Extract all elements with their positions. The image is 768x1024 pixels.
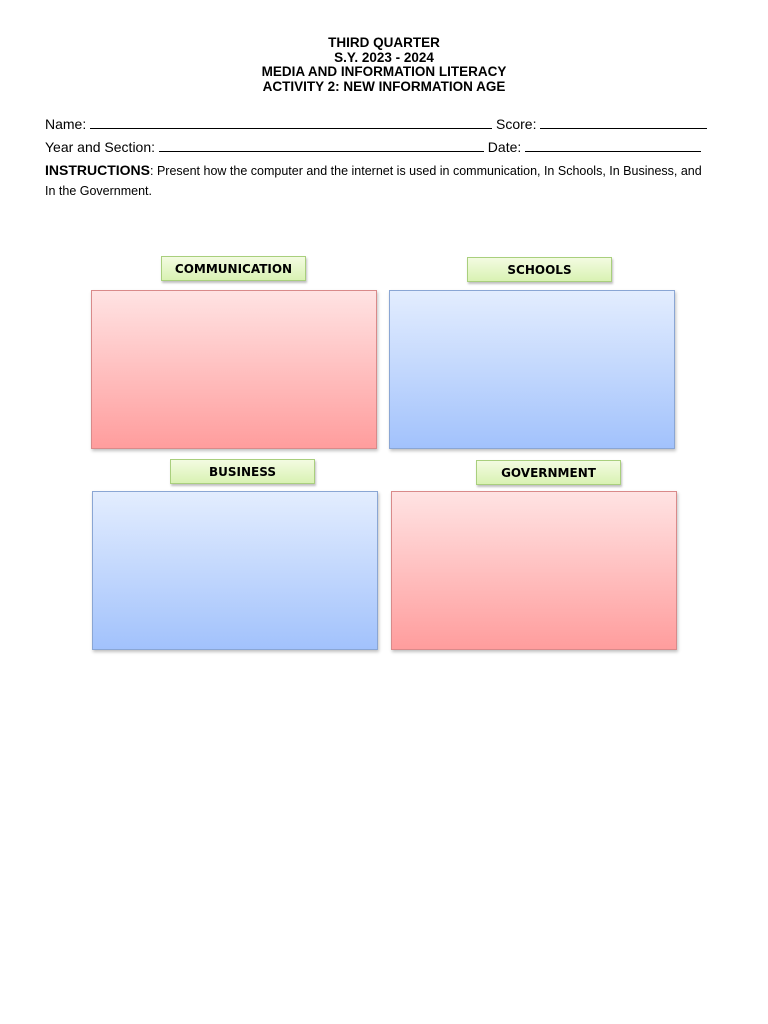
school-year: S.Y. 2023 - 2024 [334, 49, 434, 65]
government-label: GOVERNMENT [476, 460, 621, 485]
name-score-row [45, 115, 717, 132]
year-section-blank[interactable] [159, 138, 484, 152]
instructions-text: : Present how the computer and the internet is used in communication, In Schools, In Business, and In the Government. [45, 164, 702, 198]
business-label: BUSINESS [170, 459, 315, 484]
communication-box[interactable] [91, 290, 377, 449]
quarter-title: THIRD QUARTER [328, 35, 440, 50]
name-blank[interactable] [90, 115, 492, 129]
worksheet-header [0, 36, 768, 94]
name-label: Name: [45, 116, 87, 132]
instructions-heading: INSTRUCTIONS [45, 162, 150, 178]
year-date-row [45, 138, 717, 155]
date-label: Date: [487, 139, 522, 155]
schools-box[interactable] [389, 290, 675, 449]
government-box[interactable] [391, 491, 677, 650]
year-section-label: Year and Section: [45, 139, 156, 155]
score-blank[interactable] [540, 115, 707, 129]
communication-label: COMMUNICATION [161, 256, 306, 281]
business-box[interactable] [92, 491, 378, 650]
schools-label: SCHOOLS [467, 257, 612, 282]
instructions [45, 160, 705, 201]
activity-title: ACTIVITY 2: NEW INFORMATION AGE [262, 78, 506, 94]
subject-title: MEDIA AND INFORMATION LITERACY [261, 64, 507, 79]
score-label: Score: [496, 116, 537, 132]
date-blank[interactable] [525, 138, 701, 152]
